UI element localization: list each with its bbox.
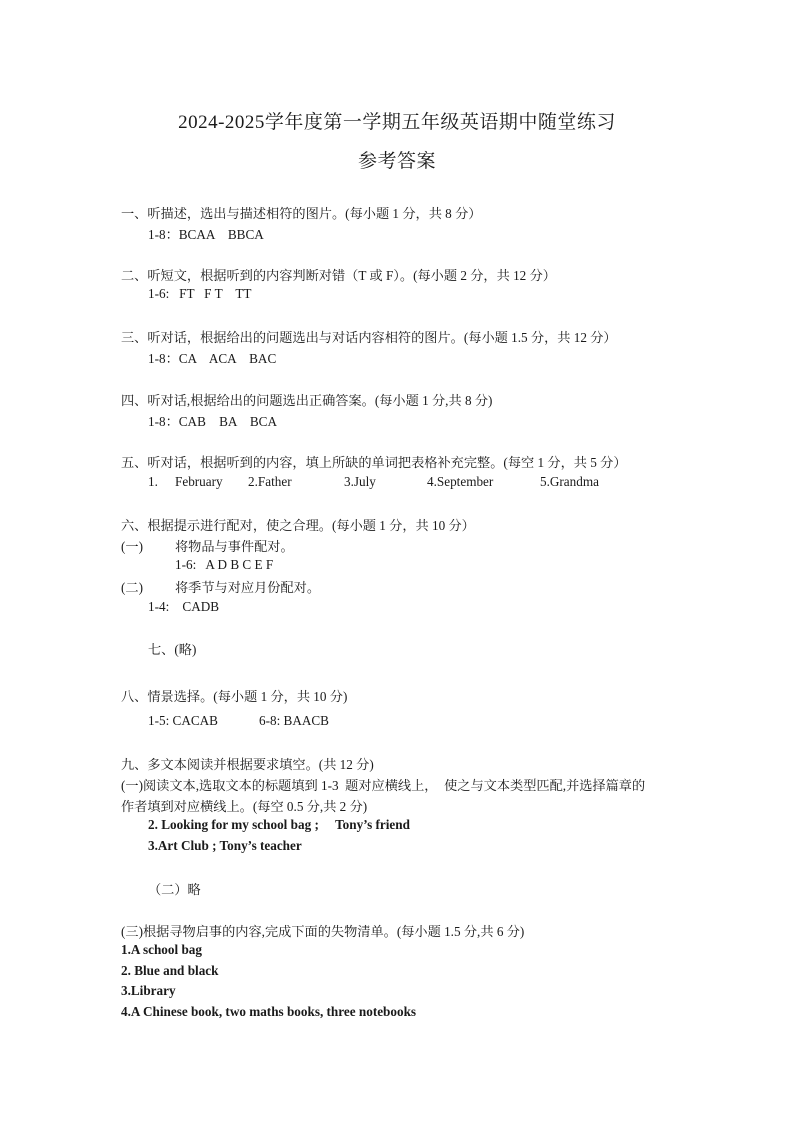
section-5-answer-item: 2.Father xyxy=(248,474,292,489)
section-9-part-3-answer: 3.Library xyxy=(121,983,176,998)
section-7-heading: 七、(略) xyxy=(148,642,197,657)
section-9-part-1-answer-1: 2. Looking for my school bag ; Tony’s friend xyxy=(148,817,410,832)
section-5-answer-item: February xyxy=(175,474,223,489)
section-6-part-2-answer: 1-4: CADB xyxy=(148,599,220,614)
section-5-answer-item: 1. xyxy=(148,474,158,489)
section-9-part-3-heading: (三)根据寻物启事的内容,完成下面的失物清单。(每小题 1.5 分,共 6 分) xyxy=(121,924,525,939)
section-9-part-3-answer: 2. Blue and black xyxy=(121,963,219,978)
section-4-heading: 四、听对话,根据给出的问题选出正确答案。(每小题 1 分,共 8 分) xyxy=(121,393,493,408)
section-4-answer: 1-8：CAB BA BCA xyxy=(148,414,277,429)
section-9-part-1-line-1: (一)阅读文本,选取文本的标题填到 1-3 题对应横线上， 使之与文本类型匹配,并选择篇章的 xyxy=(121,778,646,793)
section-8-answer-b: 6-8: BAACB xyxy=(259,713,329,728)
page-subtitle: 参考答案 xyxy=(357,151,436,172)
page-title: 2024-2025学年度第一学期五年级英语期中随堂练习 xyxy=(178,112,616,133)
section-9-part-3-answer: 1.A school bag xyxy=(121,942,202,957)
section-8-answer-a: 1-5: CACAB xyxy=(148,713,218,728)
section-6-part-1-answer: 1-6: A D B C E F xyxy=(175,557,274,572)
section-2-heading: 二、听短文，根据听到的内容判断对错（T 或 F）。(每小题 2 分，共 12 分） xyxy=(121,268,556,283)
section-5-answer-item: 4.September xyxy=(427,474,494,489)
section-6-part-2-label: (二) xyxy=(121,580,143,595)
section-6-part-1-text: 将物品与事件配对。 xyxy=(175,539,294,554)
section-5-answer-item: 5.Grandma xyxy=(540,474,599,489)
section-8-heading: 八、情景选择。(每小题 1 分，共 10 分) xyxy=(121,689,348,704)
section-9-heading: 九、多文本阅读并根据要求填空。(共 12 分) xyxy=(121,757,374,772)
section-1-answer: 1-8：BCAA BBCA xyxy=(148,227,264,242)
section-9-part-1-line-2: 作者填到对应横线上。(每空 0.5 分,共 2 分) xyxy=(121,799,368,814)
section-2-answer: 1-6: FT F T TT xyxy=(148,286,252,301)
section-6-part-2-text: 将季节与对应月份配对。 xyxy=(175,580,321,595)
section-3-heading: 三、听对话，根据给出的问题选出与对话内容相符的图片。(每小题 1.5 分，共 12 分） xyxy=(121,330,617,345)
section-6-part-1-label: (一) xyxy=(121,539,143,554)
section-1-heading: 一、听描述，选出与描述相符的图片。(每小题 1 分，共 8 分） xyxy=(121,206,482,221)
section-9-part-1-answer-2: 3.Art Club ; Tony’s teacher xyxy=(148,838,302,853)
section-5-answer-item: 3.July xyxy=(344,474,376,489)
section-9-part-2: （二）略 xyxy=(148,882,201,897)
section-9-part-3-answer: 4.A Chinese book, two maths books, three notebooks xyxy=(121,1004,417,1019)
section-5-heading: 五、听对话，根据听到的内容，填上所缺的单词把表格补充完整。(每空 1 分，共 5 分） xyxy=(121,455,627,470)
section-3-answer: 1-8：CA ACA BAC xyxy=(148,351,277,366)
section-6-heading: 六、根据提示进行配对，使之合理。(每小题 1 分，共 10 分） xyxy=(121,518,475,533)
